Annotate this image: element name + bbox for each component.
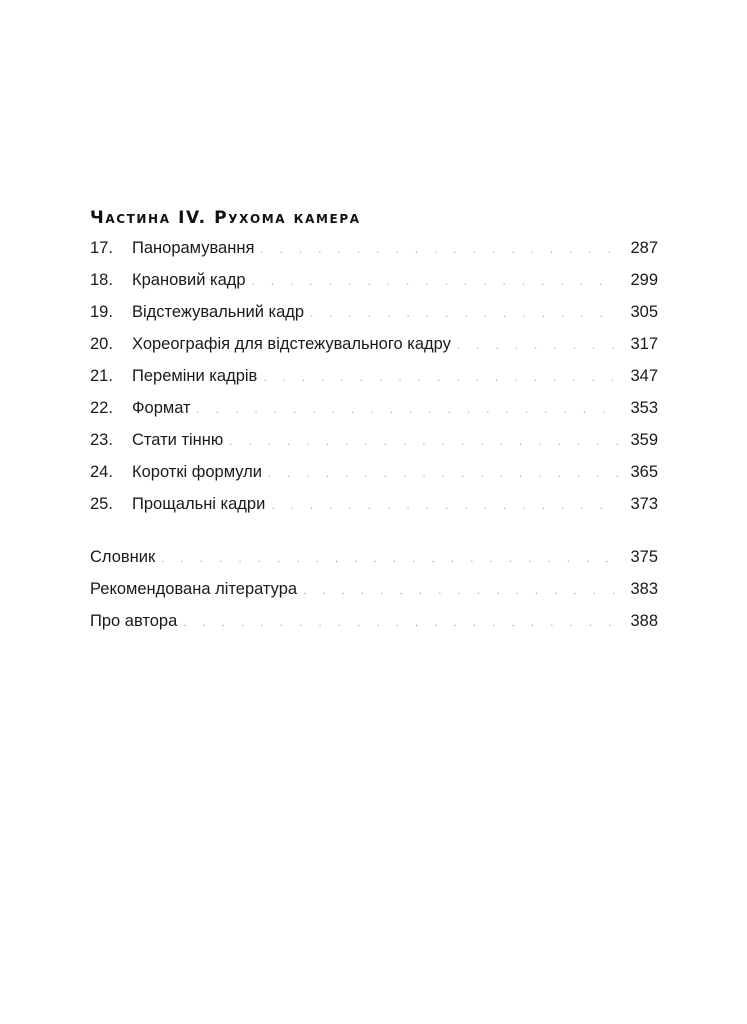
toc-entry-17[interactable] <box>90 232 658 264</box>
page-number: 365 <box>630 463 658 481</box>
chapter-number: 19. <box>90 303 113 321</box>
chapter-title: Панорамування <box>132 239 255 257</box>
toc-entry-about-author[interactable] <box>90 605 658 637</box>
dot-leader <box>161 543 618 575</box>
dot-leader <box>197 394 618 426</box>
page-number: 347 <box>630 367 658 385</box>
dot-leader <box>310 298 618 330</box>
backmatter-title: Словник <box>90 548 156 566</box>
dot-leader <box>183 607 618 639</box>
dot-leader <box>229 426 618 458</box>
toc-entry-23[interactable] <box>90 424 658 456</box>
dot-leader <box>252 266 618 298</box>
toc-entry-recommended-reading[interactable] <box>90 573 658 605</box>
toc-entry-24[interactable] <box>90 456 658 488</box>
page-number: 317 <box>630 335 658 353</box>
page-number: 353 <box>630 399 658 417</box>
chapter-number: 18. <box>90 271 113 289</box>
dot-leader <box>260 234 618 266</box>
chapter-title: Відстежувальний кадр <box>132 303 305 321</box>
chapter-number: 22. <box>90 399 113 417</box>
toc-entry-19[interactable] <box>90 296 658 328</box>
toc-entry-22[interactable] <box>90 392 658 424</box>
table-of-contents <box>90 204 658 637</box>
dot-leader <box>268 458 618 490</box>
chapter-number: 24. <box>90 463 113 481</box>
backmatter-title: Про автора <box>90 612 178 630</box>
page-number: 305 <box>630 303 658 321</box>
toc-entry-25[interactable] <box>90 488 658 520</box>
chapter-number: 20. <box>90 335 113 353</box>
toc-entry-21[interactable] <box>90 360 658 392</box>
chapter-number: 23. <box>90 431 113 449</box>
dot-leader <box>457 330 618 362</box>
section-gap <box>90 520 658 541</box>
chapter-number: 17. <box>90 239 113 257</box>
backmatter-title: Рекомендована література <box>90 580 298 598</box>
page-number: 299 <box>630 271 658 289</box>
toc-entry-20[interactable] <box>90 328 658 360</box>
page-number: 287 <box>630 239 658 257</box>
chapter-number: 21. <box>90 367 113 385</box>
page-number: 373 <box>630 495 658 513</box>
dot-leader <box>271 490 618 522</box>
chapter-title: Короткі формули <box>132 463 262 481</box>
chapter-title: Стати тінню <box>132 431 224 449</box>
chapter-number: 25. <box>90 495 113 513</box>
toc-entry-18[interactable] <box>90 264 658 296</box>
chapter-title: Прощальні кадри <box>132 495 266 513</box>
toc-entry-glossary[interactable] <box>90 541 658 573</box>
page-number: 375 <box>630 548 658 566</box>
chapter-title: Переміни кадрів <box>132 367 258 385</box>
chapter-title: Формат <box>132 399 191 417</box>
chapter-title: Хореографія для відстежувального кадру <box>132 335 451 353</box>
dot-leader <box>263 362 618 394</box>
page-number: 388 <box>630 612 658 630</box>
dot-leader <box>303 575 618 607</box>
page-number: 359 <box>630 431 658 449</box>
part-heading: Частина IV. Рухома камера <box>90 208 361 228</box>
page-number: 383 <box>630 580 658 598</box>
chapter-title: Крановий кадр <box>132 271 246 289</box>
